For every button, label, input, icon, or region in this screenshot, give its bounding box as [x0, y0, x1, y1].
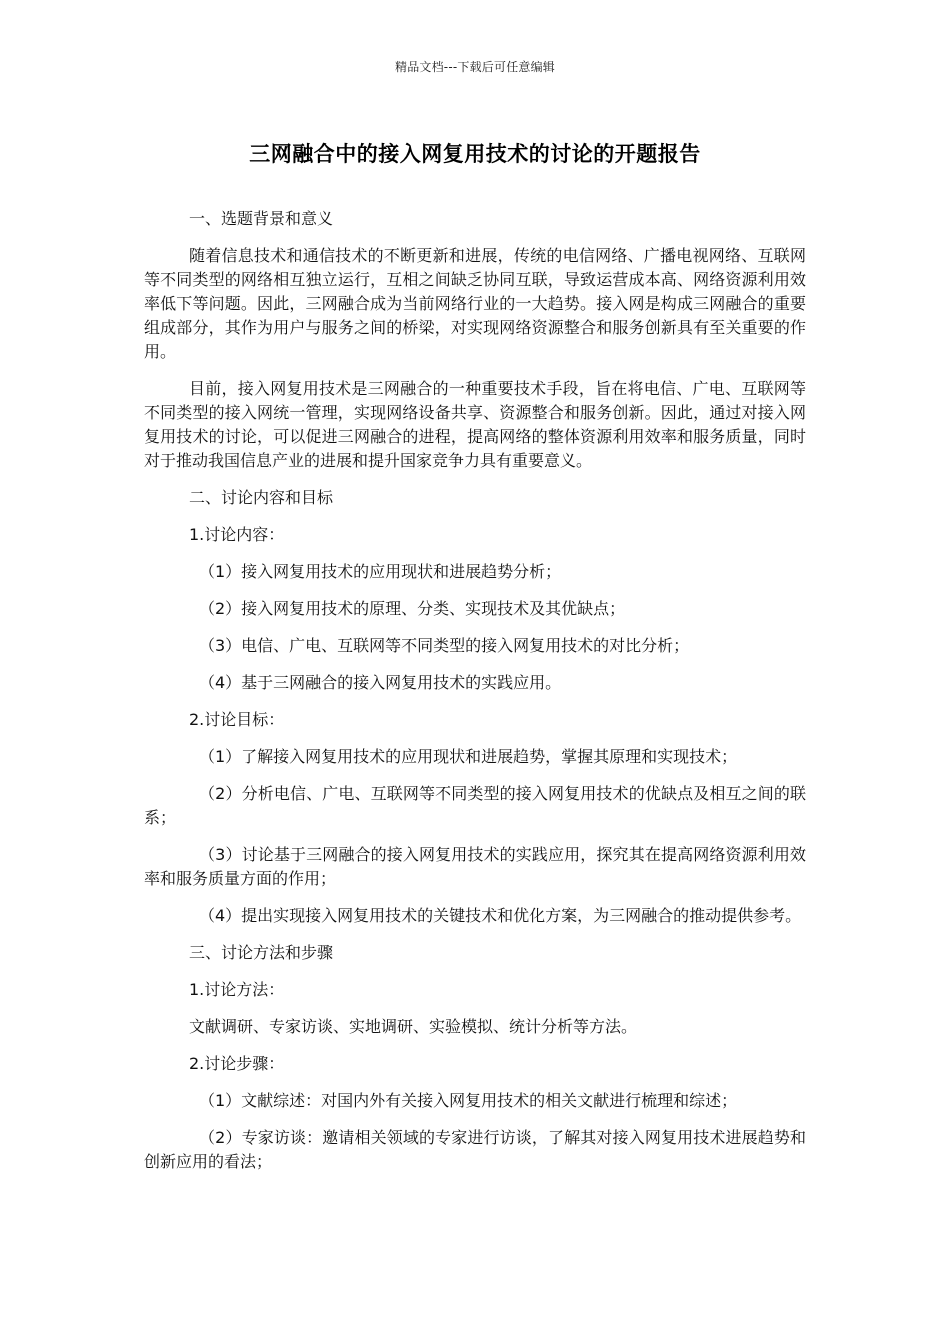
section-heading-content-goals: 二、讨论内容和目标: [189, 488, 334, 507]
section-heading-background: 一、选题背景和意义: [189, 209, 334, 228]
subheading-steps: 2.讨论步骤：: [189, 1054, 285, 1073]
step-item-1: （1）文献综述：对国内外有关接入网复用技术的相关文献进行梳理和综述；: [199, 1091, 738, 1110]
goal-item-2: （2）分析电信、广电、互联网等不同类型的接入网复用技术的优缺点及相互之间的联系；: [144, 784, 806, 827]
goal-item-1: （1）了解接入网复用技术的应用现状和进展趋势，掌握其原理和实现技术；: [199, 747, 738, 766]
goal-item-3: （3）讨论基于三网融合的接入网复用技术的实践应用，探究其在提高网络资源利用效率和服务质量方面的作用；: [144, 845, 806, 888]
subheading-content: 1.讨论内容：: [189, 525, 285, 544]
body-paragraph-background: 随着信息技术和通信技术的不断更新和进展，传统的电信网络、广播电视网络、互联网等不同类型的网络相互独立运行，互相之间缺乏协同互联，导致运营成本高、网络资源利用效率低下等问题。因此，三网融合成为当前网络行业的一大趋势。接入网是构成三网融合的重要组成部分，其作为用户与服务之间的桥梁，对实现网络资源整合和服务创新具有至关重要的作用。: [144, 246, 806, 361]
document-body: [144, 207, 806, 1187]
goal-item-4: （4）提出实现接入网复用技术的关键技术和优化方案，为三网融合的推动提供参考。: [199, 906, 802, 925]
step-item-2: （2）专家访谈：邀请相关领域的专家进行访谈，了解其对接入网复用技术进展趋势和创新应用的看法；: [144, 1128, 806, 1171]
header-note: 精品文档---下载后可任意编辑: [395, 60, 555, 74]
subheading-methods: 1.讨论方法：: [189, 980, 285, 999]
content-item-4: （4）基于三网融合的接入网复用技术的实践应用。: [199, 673, 562, 692]
body-paragraph-methods: 文献调研、专家访谈、实地调研、实验模拟、统计分析等方法。: [189, 1017, 638, 1036]
document-title: 三网融合中的接入网复用技术的讨论的开题报告: [249, 142, 701, 166]
section-heading-methods: 三、讨论方法和步骤: [189, 943, 334, 962]
body-paragraph-significance: 目前，接入网复用技术是三网融合的一种重要技术手段，旨在将电信、广电、互联网等不同类型的接入网统一管理，实现网络设备共享、资源整合和服务创新。因此，通过对接入网复用技术的讨论，可以促进三网融合的进程，提高网络的整体资源利用效率和服务质量，同时对于推动我国信息产业的进展和提升国家竞争力具有重要意义。: [144, 379, 806, 470]
content-item-1: （1）接入网复用技术的应用现状和进展趋势分析；: [199, 562, 562, 581]
content-item-2: （2）接入网复用技术的原理、分类、实现技术及其优缺点；: [199, 599, 626, 618]
content-item-3: （3）电信、广电、互联网等不同类型的接入网复用技术的对比分析；: [199, 636, 690, 655]
subheading-goals: 2.讨论目标：: [189, 710, 285, 729]
